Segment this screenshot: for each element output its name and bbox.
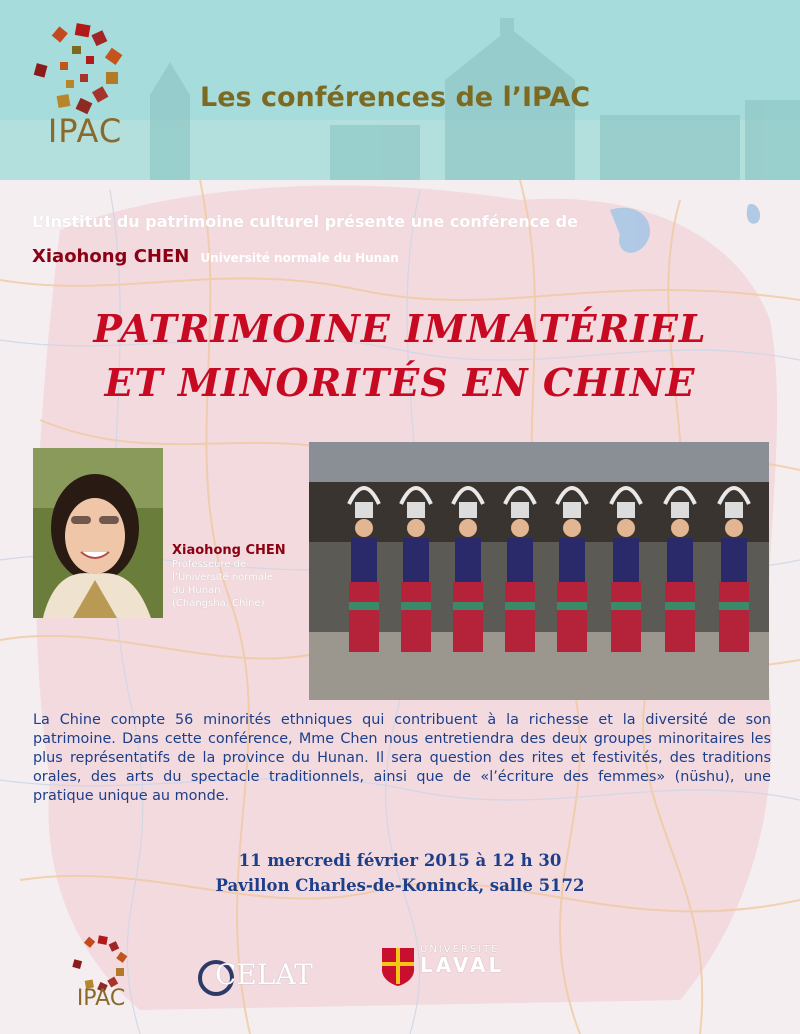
speaker-caption <box>172 543 300 610</box>
footer-ipac-text: IPAC <box>76 986 126 1011</box>
title-line-2: ET MINORITÉS EN CHINE <box>104 360 696 405</box>
header-banner <box>0 0 800 180</box>
caption-role-3: du Hunan <box>172 585 221 596</box>
intro-text: L’Institut du patrimoine culturel présente une conférence de <box>32 212 578 231</box>
ipac-logo-text: IPAC <box>47 112 123 150</box>
ulaval-small-text: UNIVERSITÉ <box>420 944 500 955</box>
ulaval-logo-text <box>420 944 540 975</box>
ulaval-crest <box>380 946 416 986</box>
caption-place: (Changsha, Chine) <box>172 598 265 609</box>
caption-role-1: Professeure de <box>172 559 247 570</box>
speaker-portrait <box>33 448 163 618</box>
series-title: Les conférences de l’IPAC <box>200 82 591 113</box>
caption-role-2: l’Université normale <box>172 572 274 583</box>
event-date: 11 mercredi février 2015 à 12 h 30 <box>238 851 562 870</box>
conference-title <box>0 302 800 410</box>
conference-description: La Chine compte 56 minorités ethniques qui contribuent à la richesse et la diversité de son patrimoine. Dans cette conférence, Mme Chen nous entretiendra des deux groupes minoritaires les plus représentatifs de la province du Hunan. Il sera question des rites et festivités, des traditions orales, des arts du spectacle traditionnels, ainsi que de «l’écriture des femmes» (nüshu), une pratique unique au monde. <box>33 712 771 804</box>
ulaval-big-text: LAVAL <box>420 953 505 977</box>
speaker-name: Xiaohong CHEN <box>32 246 190 267</box>
speaker-line <box>32 246 399 267</box>
minority-dancers-photo <box>309 442 769 700</box>
caption-name: Xiaohong CHEN <box>172 543 286 558</box>
title-line-1: PATRIMOINE IMMATÉRIEL <box>93 306 707 351</box>
event-location: Pavillon Charles-de-Koninck, salle 5172 <box>215 876 585 895</box>
event-details <box>0 848 800 898</box>
celat-logo-text: CELAT <box>215 958 313 991</box>
speaker-affiliation: Université normale du Hunan <box>200 251 399 265</box>
